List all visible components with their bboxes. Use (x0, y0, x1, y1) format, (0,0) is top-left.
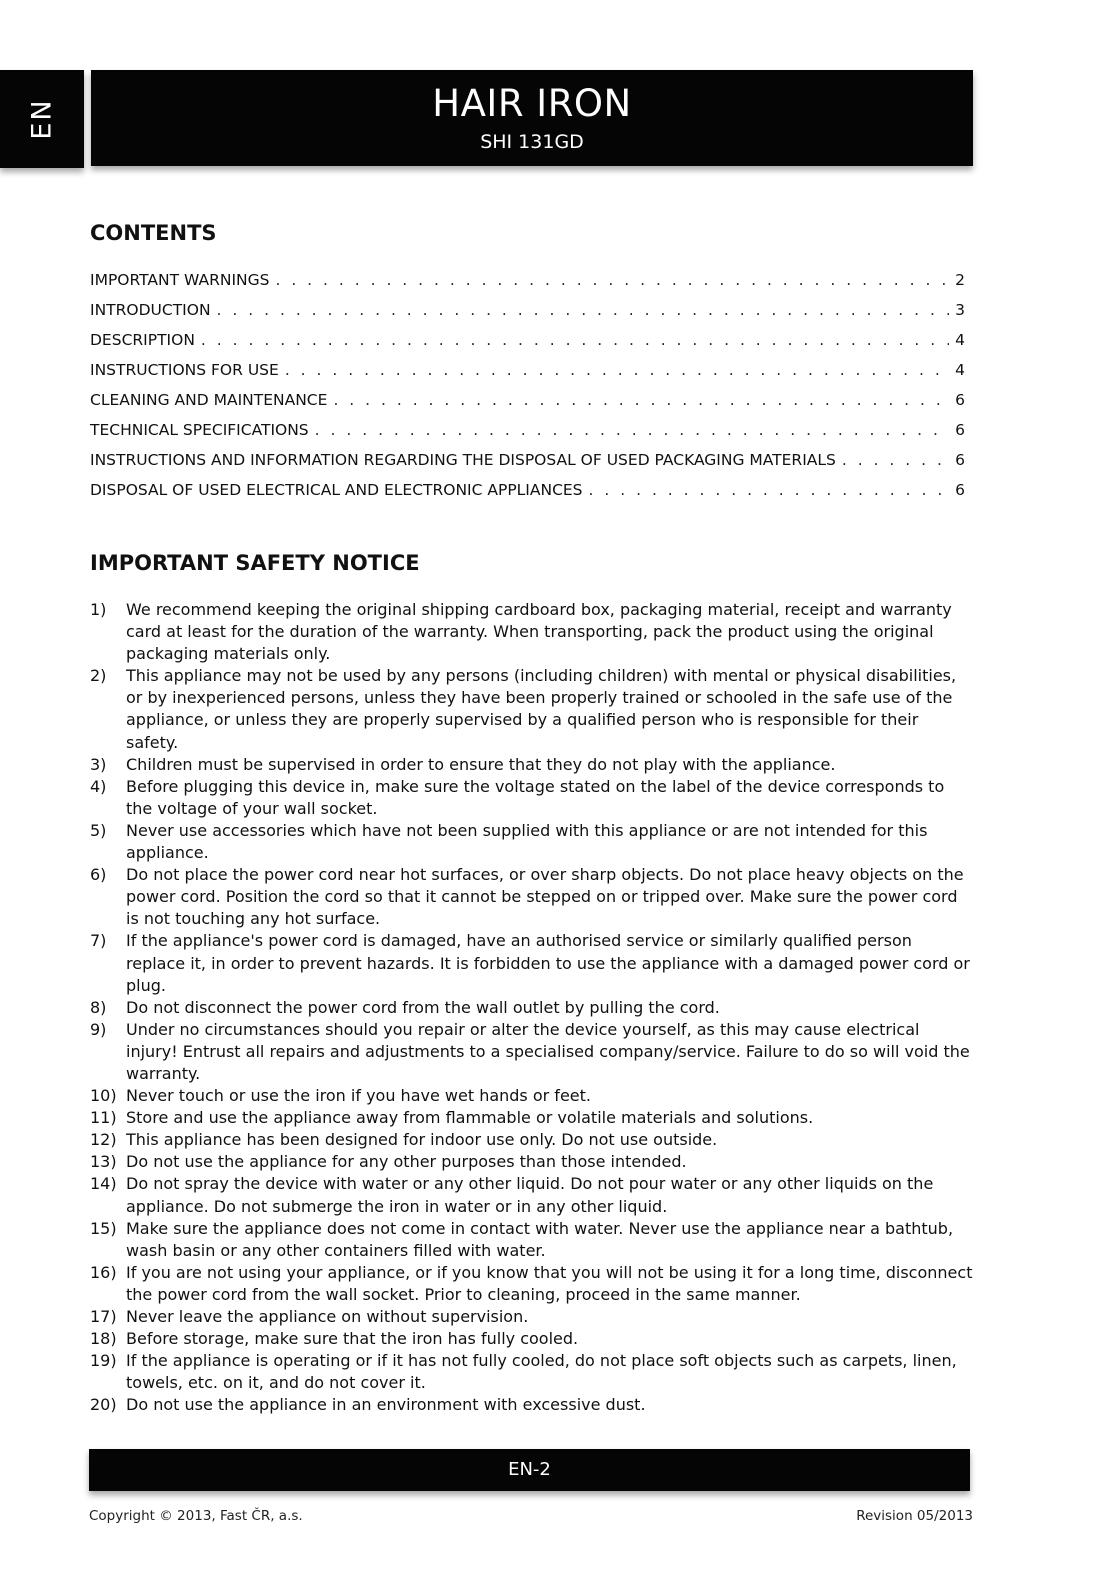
title-banner (91, 70, 973, 166)
item-number: 10) (90, 1086, 117, 1106)
list-item (90, 1173, 975, 1217)
toc-entry-page: 2 (955, 271, 965, 289)
item-text: Before storage, make sure that the iron has fully cooled. (126, 1329, 579, 1349)
item-text: Never touch or use the iron if you have wet hands or feet. (126, 1086, 591, 1106)
toc-entry-title: CLEANING AND MAINTENANCE (90, 391, 328, 409)
item-text: Before plugging this device in, make sure the voltage stated on the label of the device corresponds to the voltage of your wall socket. (126, 776, 945, 818)
item-text: This appliance may not be used by any persons (including children) with mental or physical disabilities, or by inexperienced persons, unless they have been properly trained or schooled in the safe use of the appliance, or unless they are properly supervised by a qualified person who is responsible for their safety. (126, 666, 957, 752)
list-item (90, 665, 975, 753)
toc-entry (90, 391, 965, 421)
item-number: 3) (90, 754, 107, 774)
toc-leader (217, 301, 950, 319)
language-tab (0, 70, 84, 168)
item-text: If the appliance is operating or if it has not fully cooled, do not place soft objects such as carpets, linen, towels, etc. on it, and do not cover it. (126, 1351, 957, 1393)
toc-entry-title: INTRODUCTION (90, 301, 211, 319)
copyright-notice: Copyright © 2013, Fast ČR, a.s. (89, 1508, 303, 1524)
toc-entry-page: 4 (955, 361, 965, 379)
toc-entry-page: 6 (955, 421, 965, 439)
item-text: If you are not using your appliance, or if you know that you will not be using it for a long time, disconnect the power cord from the wall socket. Prior to cleaning, proceed in the same manner. (126, 1262, 973, 1304)
toc-entry (90, 421, 965, 451)
toc-entry-page: 4 (955, 331, 965, 349)
toc-entry-title: INSTRUCTIONS AND INFORMATION REGARDING THE DISPOSAL OF USED PACKAGING MATERIALS (90, 451, 836, 469)
item-text: We recommend keeping the original shipping cardboard box, packaging material, receipt and warranty card at least for the duration of the warranty. When transporting, pack the product using the original packaging materials only. (126, 600, 952, 664)
page-number: EN-2 (508, 1459, 551, 1480)
item-number: 20) (90, 1395, 117, 1415)
toc-entry (90, 451, 965, 481)
page-footer-bar (89, 1449, 970, 1491)
toc-entry (90, 361, 965, 391)
item-number: 14) (90, 1174, 117, 1194)
list-item (90, 1129, 975, 1151)
safety-notice-list (90, 599, 975, 1416)
list-item (90, 1085, 975, 1107)
safety-heading: IMPORTANT SAFETY NOTICE (90, 551, 420, 575)
list-item (90, 1218, 975, 1262)
item-text: Never leave the appliance on without supervision. (126, 1307, 529, 1326)
toc-leader (201, 331, 949, 349)
item-number: 17) (90, 1307, 117, 1326)
list-item (90, 864, 975, 930)
item-number: 11) (90, 1108, 117, 1128)
item-text: Under no circumstances should you repair or alter the device yourself, as this may cause electrical injury! Entrust all repairs and adjustments to a specialised company/service. Failure to do so will void the warranty. (126, 1019, 970, 1083)
item-text: Do not use the appliance in an environment with excessive dust. (126, 1395, 646, 1415)
toc-entry-title: IMPORTANT WARNINGS (90, 271, 270, 289)
item-text: Children must be supervised in order to ensure that they do not play with the appliance. (126, 754, 836, 774)
toc-leader (285, 361, 949, 379)
list-item (90, 1350, 975, 1394)
toc-leader (275, 271, 949, 289)
item-number: 7) (90, 931, 107, 951)
item-number: 6) (90, 865, 107, 885)
list-item (90, 754, 975, 776)
toc-entry-page: 6 (955, 481, 965, 499)
item-text: Never use accessories which have not been supplied with this appliance or are not intended for this appliance. (126, 820, 928, 863)
item-text: Do not disconnect the power cord from the wall outlet by pulling the cord. (126, 997, 720, 1017)
toc-entry-page: 6 (955, 391, 965, 409)
item-text: Do not place the power cord near hot surfaces, or over sharp objects. Do not place heavy objects on the power cord. Position the cord so that it cannot be stepped on or tripped over. Make sure the power cord is not touching any hot surface. (126, 865, 964, 929)
item-number: 19) (90, 1351, 117, 1371)
toc-leader (842, 451, 949, 469)
toc-entry-page: 3 (955, 301, 965, 319)
table-of-contents (90, 271, 965, 511)
item-number: 15) (90, 1218, 117, 1238)
item-text: Do not use the appliance for any other purposes than those intended. (126, 1152, 687, 1172)
list-item (90, 1328, 975, 1350)
list-item (90, 1394, 975, 1416)
item-number: 1) (90, 600, 107, 619)
toc-entry (90, 271, 965, 301)
item-number: 4) (90, 776, 107, 796)
toc-entry-title: INSTRUCTIONS FOR USE (90, 361, 279, 379)
item-number: 8) (90, 997, 107, 1017)
item-text: If the appliance's power cord is damaged, have an authorised service or similarly qualified person replace it, in order to prevent hazards. It is forbidden to use the appliance with a damaged power cord or plug. (126, 931, 970, 995)
item-number: 2) (90, 666, 107, 686)
contents-heading: CONTENTS (90, 221, 217, 245)
toc-entry (90, 301, 965, 331)
item-text: This appliance has been designed for indoor use only. Do not use outside. (126, 1130, 718, 1150)
list-item (90, 997, 975, 1019)
toc-entry-page: 6 (955, 451, 965, 469)
item-text: Do not spray the device with water or any other liquid. Do not pour water or any other liquids on the appliance. Do not submerge the iron in water or in any other liquid. (126, 1174, 934, 1216)
list-item (90, 930, 975, 996)
toc-entry-title: TECHNICAL SPECIFICATIONS (90, 421, 309, 439)
list-item (90, 1306, 975, 1328)
item-number: 16) (90, 1262, 117, 1282)
list-item (90, 1107, 975, 1129)
revision-label: Revision 05/2013 (856, 1508, 973, 1524)
item-text: Make sure the appliance does not come in contact with water. Never use the appliance near a bathtub, wash basin or any other containers filled with water. (126, 1218, 954, 1260)
model-number: SHI 131GD (480, 131, 584, 153)
toc-entry (90, 331, 965, 361)
toc-leader (589, 481, 950, 499)
list-item (90, 1262, 975, 1306)
list-item (90, 776, 975, 820)
list-item (90, 1151, 975, 1173)
item-number: 13) (90, 1152, 117, 1172)
language-tab-label: EN (26, 98, 58, 140)
item-number: 9) (90, 1019, 107, 1039)
document-title: HAIR IRON (432, 82, 632, 125)
toc-entry (90, 481, 965, 511)
toc-leader (333, 391, 949, 409)
list-item (90, 1019, 975, 1085)
toc-entry-title: DISPOSAL OF USED ELECTRICAL AND ELECTRONIC APPLIANCES (90, 481, 583, 499)
item-number: 5) (90, 820, 107, 840)
list-item (90, 820, 975, 864)
toc-entry-title: DESCRIPTION (90, 331, 195, 349)
item-text: Store and use the appliance away from flammable or volatile materials and solutions. (126, 1108, 814, 1128)
item-number: 12) (90, 1130, 117, 1150)
item-number: 18) (90, 1329, 117, 1349)
list-item (90, 599, 975, 665)
toc-leader (315, 421, 949, 439)
